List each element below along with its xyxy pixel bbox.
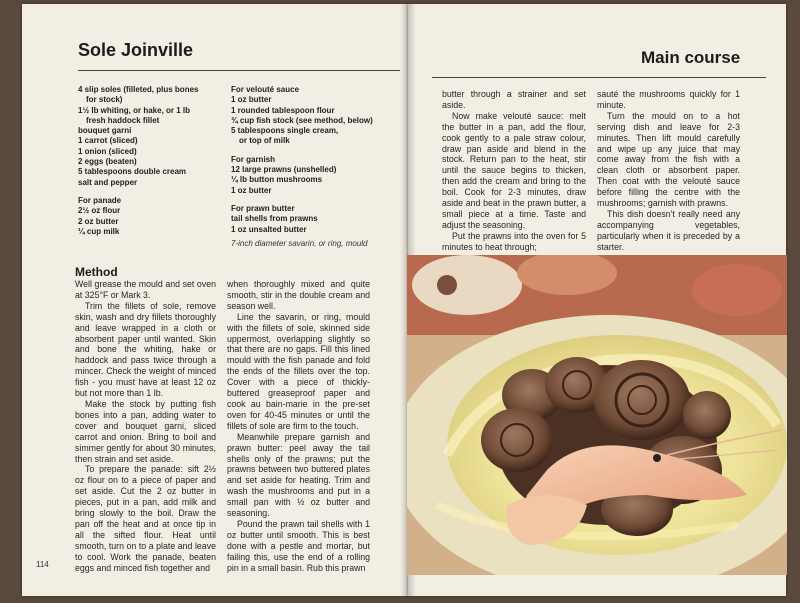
ingredients-column-1-line: 5 tablespoons double cream [78,167,187,177]
method-column-4 [597,89,740,253]
method-column-3-line: Now make velouté sauce: melt the butter in a pan, add the flour, cook gently to a pale straw colour, draw pan aside and blend in the stock. Return pan to the heat, stir until the sauce begins to thicken, then add the cream and bring to the boil. Cook for 2-3 minutes, draw aside and beat in the prawn butter, a small piece at a time. Taste and adjust the seasoning. [442,110,586,230]
title-rule [78,70,400,71]
ingredients-list-2-line: For prawn butter [231,203,295,213]
ingredients-column-1-line: 2 eggs (beaten) [78,157,137,167]
ingredients-list-2-line: 1 oz butter [231,95,272,105]
method-column-2-line: Meanwhile prepare garnish and prawn butter: peel away the tail shells only of the prawns; put the prawns between two buttered plates and set aside for heating. Trim and wash the mushrooms and put in a small pan with ½ oz butter and seasoning. [227,431,370,519]
ingredients-column-1-line: for stock) [86,95,123,105]
method-heading: Method [75,265,118,279]
method-column-2 [227,279,370,573]
ingredients-list-2 [231,85,396,235]
method-column-3-line: Put the prawns into the oven for 5 minutes to heat through; [442,230,586,252]
ingredients-column-1-line: 4 slip soles (filleted, plus bones [78,85,199,94]
ingredients-column-1-line: fresh haddock fillet [86,115,160,125]
method-column-1-line: To prepare the panade: sift 2½ oz flour on to a piece of paper and set aside. Cut the 2 oz butter in pieces, put in a pan, add milk and bring slowly to the boil. Draw the pan off the heat and at once tip in all the sifted flour. Heat until smooth, turn on to a plate and leave to cool. Work the panade, beaten eggs and minced fish together and [75,464,216,573]
ingredients-column-1 [78,85,228,237]
method-column-1-line: Well grease the mould and set oven at 325°F or Mark 3. [75,279,216,300]
ingredients-column-1-line: 2½ oz flour [78,206,121,216]
ingredients-list-2-line: tail shells from prawns [231,214,318,224]
ingredients-list-2-line: For garnish [231,154,276,164]
page-number: 114 [36,560,49,569]
ingredients-column-1-line: 1 onion (sliced) [78,146,137,156]
ingredients-list-2-line [231,147,396,155]
method-column-3 [442,89,586,253]
ingredients-column-2 [231,85,396,249]
ingredients-list-2-line [231,196,396,204]
dish-photo [407,255,787,575]
recipe-title: Sole Joinville [78,40,194,60]
method-column-3-line: butter through a strainer and set aside. [442,89,586,110]
method-column-1-line: Trim the fillets of sole, remove skin, wash and dry fillets thoroughly and leave wrapped in a cloth or absorbent paper until wanted. Skin and bone the whiting, hake or haddock and pass twice through a mincer. Check the weight of minced fish - you must have at least 12 oz but not more than 1 lb. [75,300,216,399]
ingredients-column-1-line: 1½ lb whiting, or hake, or 1 lb [78,105,191,115]
ingredients-column-1-line: salt and pepper [78,177,138,187]
ingredients-list-2-line: 1 oz butter [231,185,272,195]
ingredients-list-2-line: 1 oz unsalted butter [231,224,307,234]
method-column-1-line: Make the stock by putting fish bones into a pan, adding water to cover and bouquet garni, sliced carrot and onion. Bring to boil and simmer gently for about 30 minutes, then strain and set aside. [75,398,216,464]
ingredients-list-2-line: 12 large prawns (unshelled) [231,165,337,175]
method-column-4-line: Turn the mould on to a hot serving dish and leave for 2-3 minutes. Then lift mould carefully and wipe up any juice that may come away from the fish with a clean cloth or absorbent paper. Then coat with the velouté sauce before filling the centre with the mushrooms; garnish with prawns. [597,110,740,209]
ingredients-list-2-line: ¼ lb button mushrooms [231,175,323,185]
section-rule [432,77,766,78]
mould-note: 7-inch diameter savarin, or ring, mould [231,238,368,248]
ingredients-list-2-line: ¾ cup fish stock (see method, below) [231,115,373,125]
method-column-2-line: Line the savarin, or ring, mould with the fillets of sole, skinned side uppermost, overlapping slightly so that there are no gaps. Fill this lined mould with the fish panade and fold the ends of the fillets over the top. Cover with a piece of thickly-buttered greaseproof paper and cook au bain-marie in the pre-set oven for 40-45 minutes or until the fillets of sole are firm to the touch. [227,311,370,431]
method-column-1 [75,279,216,573]
dish-photo-image [407,255,787,575]
ingredients-list-2-line: 1 rounded tablespoon flour [231,105,335,115]
method-column-4-line: sauté the mushrooms quickly for 1 minute. [597,89,740,110]
method-column-4-line: This dish doesn't really need any accompanying vegetables, particularly when it is preceded by a starter. [597,208,740,252]
ingredients-column-1-line: ¼ cup milk [78,226,120,236]
ingredients-list-2-line: or top of milk [239,136,290,146]
method-column-2-line: when thoroughly mixed and quite smooth, stir in the double cream and season well. [227,279,370,311]
ingredients-column-1-line: bouquet garni [78,126,132,136]
ingredients-column-1-line: For panade [78,195,122,205]
ingredients-list-2-line: 5 tablespoons single cream, [231,126,339,136]
ingredients-column-1-line [78,188,228,196]
section-title: Main course [641,48,741,67]
ingredients-column-1-line: 2 oz butter [78,216,119,226]
ingredients-list-2-line: For velouté sauce [231,85,300,94]
ingredients-column-1-line: 1 carrot (sliced) [78,136,138,146]
method-column-2-line: Pound the prawn tail shells with 1 oz butter until smooth. This is best done with a pestle and mortar, but failing this, use the end of a rolling pin in a small basin. Rub this prawn [227,518,370,573]
